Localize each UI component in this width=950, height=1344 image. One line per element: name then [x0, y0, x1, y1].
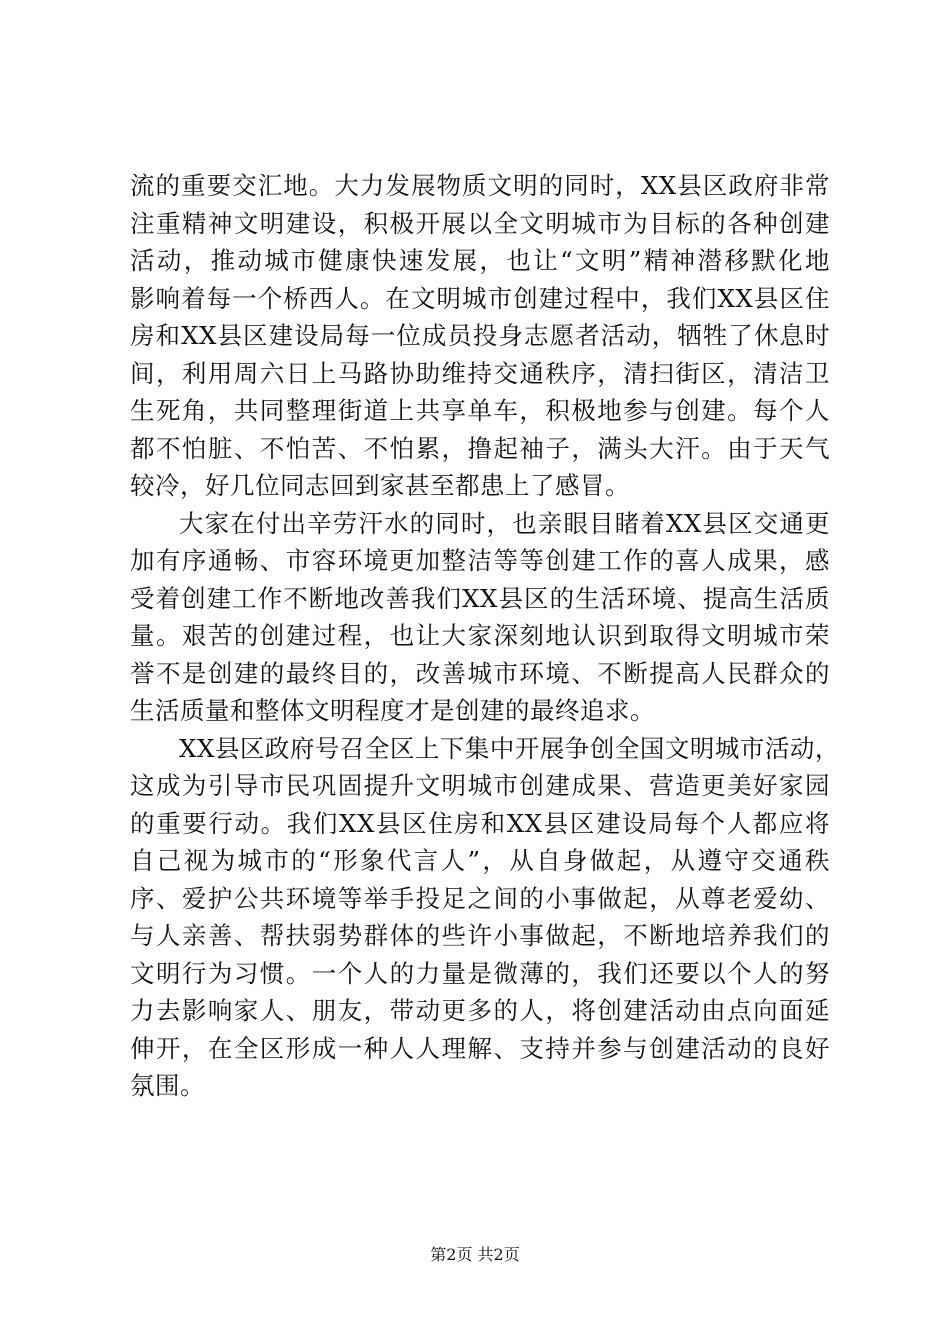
- text-line: 誉不是创建的最终目的，改善城市环境、不断提高人民群众的: [130, 658, 830, 688]
- text-line: 活动，推动城市健康快速发展，也让“文明”精神潜移默化地: [130, 246, 830, 275]
- text-line: 间，利用周六日上马路协助维持交通秩序，清扫街区，清洁卫: [130, 358, 830, 388]
- text-line: 较冷，好几位同志回到家甚至都患上了感冒。: [130, 471, 630, 500]
- text-line: 生活质量和整体文明程度才是创建的最终追求。: [130, 696, 655, 725]
- text-line: XX县区政府号召全区上下集中开展争创全国文明城市活动，: [179, 733, 840, 763]
- text-line: 与人亲善、帮扶弱势群体的些许小事做起，不断地培养我们的: [130, 921, 830, 950]
- text-line: 序、爱护公共环境等举手投足之间的小事做起，从尊老爱幼、: [130, 883, 830, 913]
- page-number: 第2页: [430, 1245, 473, 1264]
- text-line: 文明行为习惯。一个人的力量是微薄的，我们还要以个人的努: [130, 958, 830, 988]
- paragraph: [130, 730, 840, 1105]
- text-line: 加有序通畅、市容环境更加整洁等等创建工作的喜人成果，感: [130, 546, 830, 575]
- text-line: 房和XX县区建设局每一位成员投身志愿者活动，牺牲了休息时: [130, 321, 830, 350]
- text-line: 的重要行动。我们XX县区住房和XX县区建设局每个人都应将: [130, 808, 830, 838]
- document-body: [130, 167, 840, 1105]
- text-line: 影响着每一个桥西人。在文明城市创建过程中，我们XX县区住: [130, 283, 830, 313]
- text-line: 都不怕脏、不怕苦、不怕累，撸起袖子，满头大汗。由于天气: [130, 433, 830, 463]
- text-line: 生死角，共同整理街道上共享单车，积极地参与创建。每个人: [130, 396, 830, 425]
- text-line: 氛围。: [130, 1071, 205, 1100]
- text-line: 注重精神文明建设，积极开展以全文明城市为目标的各种创建: [130, 208, 830, 238]
- text-line: 流的重要交汇地。大力发展物质文明的同时，XX县区政府非常: [130, 171, 830, 200]
- text-line: 量。艰苦的创建过程，也让大家深刻地认识到取得文明城市荣: [130, 621, 830, 650]
- paragraph: [130, 167, 830, 505]
- page-total: 共2页: [477, 1245, 520, 1264]
- text-line: 自己视为城市的“形象代言人”，从自身做起，从遵守交通秩: [130, 846, 830, 875]
- text-line: 受着创建工作不断地改善我们XX县区的生活环境、提高生活质: [130, 583, 830, 613]
- paragraph: [130, 505, 830, 730]
- text-line: 大家在付出辛劳汗水的同时，也亲眼目睹着XX县区交通更: [179, 508, 830, 538]
- text-line: 伸开，在全区形成一种人人理解、支持并参与创建活动的良好: [130, 1033, 830, 1063]
- text-line: 力去影响家人、朋友，带动更多的人，将创建活动由点向面延: [130, 996, 830, 1025]
- page-footer: [0, 1244, 950, 1266]
- text-line: 这成为引导市民巩固提升文明城市创建成果、营造更美好家园: [130, 771, 830, 800]
